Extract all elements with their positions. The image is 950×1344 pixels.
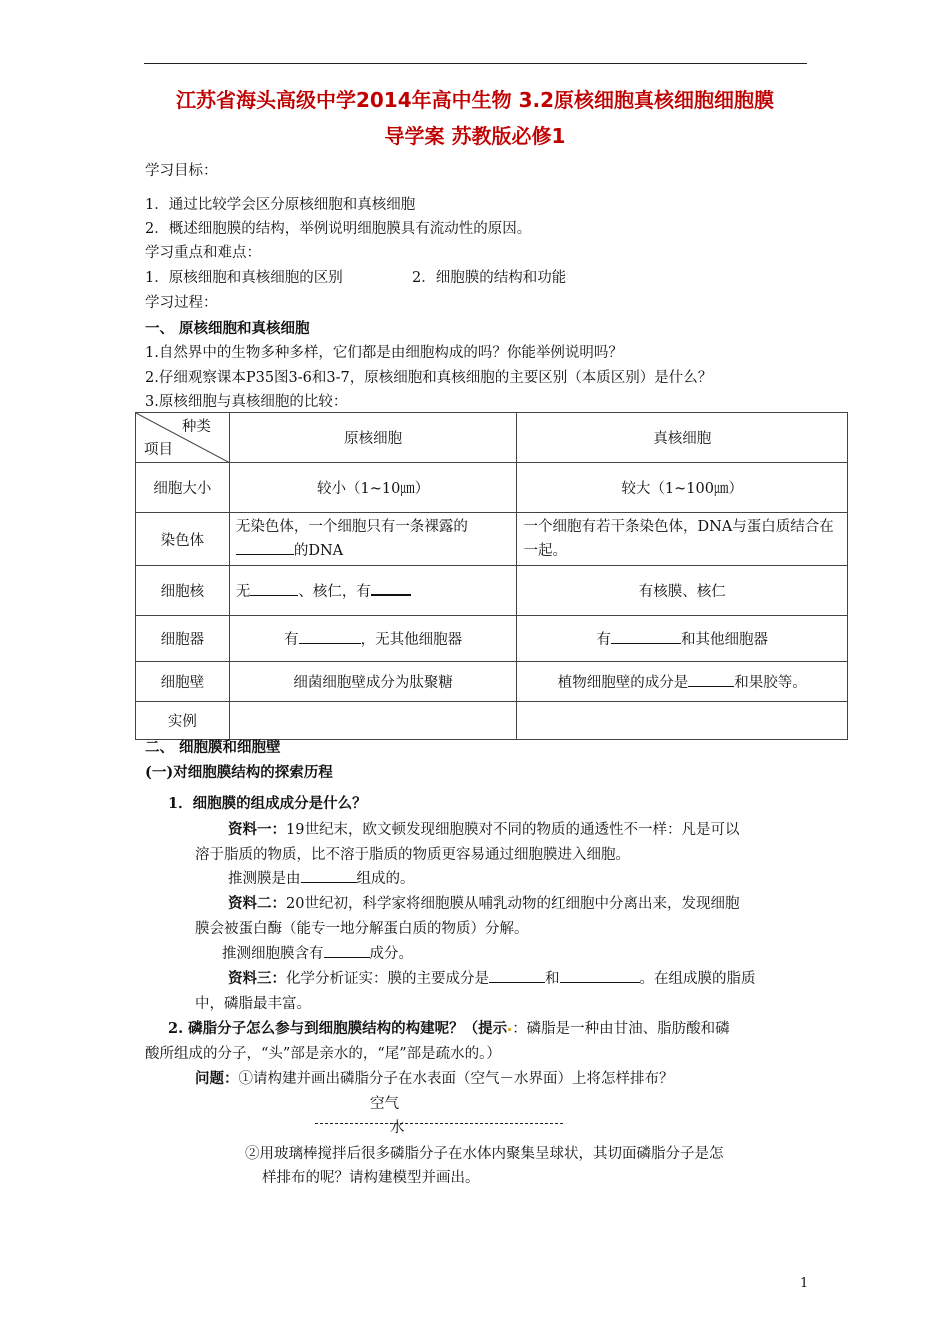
row-label: 细胞器 — [136, 616, 230, 662]
cell-prokaryote[interactable] — [229, 702, 517, 740]
cell-eukaryote — [517, 662, 848, 702]
corner-bottom-label: 项目 — [144, 442, 173, 458]
cell-prokaryote: 细菌细胞壁成分为肽聚糖 — [229, 662, 517, 702]
fill-blank[interactable] — [250, 581, 298, 596]
objective-item-1: 1．通过比较学会区分原核细胞和真核细胞 — [145, 197, 416, 213]
section2-subtitle: (一)对细胞膜结构的探索历程 — [145, 764, 333, 781]
cell-eukaryote[interactable] — [517, 702, 848, 740]
water-label: 水 — [390, 1120, 405, 1136]
material-3-text-b: 和 — [545, 971, 560, 987]
cell-eukaryote — [517, 616, 848, 662]
fill-blank[interactable] — [611, 629, 681, 644]
cell-prokaryote: 较小（1~10㎛） — [229, 463, 517, 513]
question-2-text-b: ：磷脂是一种由甘油、脂肪酸和磷 — [512, 1021, 730, 1037]
cell-prokaryote — [229, 513, 517, 566]
key-point-1: 1．原核细胞和真核细胞的区别 — [145, 270, 343, 286]
mark-dot-icon — [508, 1028, 511, 1031]
key-points-heading: 学习重点和难点： — [145, 245, 261, 261]
material-1-label: 资料一： — [228, 821, 286, 838]
cell-text-a: 有 — [596, 632, 611, 648]
question-2: 2.仔细观察课本P35图3-6和3-7，原核细胞和真核细胞的主要区别（本质区别）是什么？ — [145, 370, 713, 386]
inference-1 — [228, 867, 415, 888]
cell-text-b: 和果胶等。 — [734, 675, 807, 691]
inference-1-text-b: 组成的。 — [356, 871, 415, 887]
column-header-eukaryote: 真核细胞 — [517, 413, 848, 463]
fill-blank[interactable] — [371, 580, 411, 596]
inference-1-text-a: 推测膜是由 — [228, 871, 301, 887]
fill-blank[interactable] — [560, 968, 640, 983]
table-corner-cell — [136, 413, 230, 463]
problem-2-line2: 样排布的呢？请构建模型并画出。 — [262, 1170, 480, 1186]
problem-2-line1: ②用玻璃棒搅拌后很多磷脂分子在水体内聚集呈球状，其切面磷脂分子是怎 — [245, 1146, 724, 1162]
document-title-line1: 江苏省海头高级中学2014年高中生物 3.2原核细胞真核细胞细胞膜 — [175, 88, 775, 112]
key-point-2: 2．细胞膜的结构和功能 — [412, 270, 567, 286]
cell-text-b: ，无其他细胞器 — [360, 632, 463, 648]
cell-eukaryote: 较大（1~100㎛） — [517, 463, 848, 513]
material-1-text: 19世纪末，欧文顿发现细胞膜对不同的物质的通透性不一样：凡是可以 — [286, 822, 740, 838]
section2-title: 二、 细胞膜和细胞壁 — [145, 739, 281, 756]
section1-title: 一、 原核细胞和真核细胞 — [145, 320, 310, 337]
problem-1 — [195, 1067, 674, 1088]
fill-blank[interactable] — [236, 540, 294, 555]
table-row — [136, 463, 848, 513]
inference-2-text-b: 成分。 — [369, 946, 413, 962]
inference-2 — [222, 942, 413, 963]
process-heading: 学习过程： — [145, 295, 218, 311]
problem-1-text: ①请构建并画出磷脂分子在水表面（空气－水界面）上将怎样排布？ — [238, 1071, 674, 1087]
question-1: 1.自然界中的生物多种多样，它们都是由细胞构成的吗？你能举例说明吗？ — [145, 345, 623, 361]
material-3-label: 资料三： — [228, 970, 286, 987]
material-3-text-a: 化学分析证实：膜的主要成分是 — [286, 971, 489, 987]
row-label: 细胞核 — [136, 566, 230, 616]
material-2-line1 — [228, 892, 739, 913]
row-label: 细胞大小 — [136, 463, 230, 513]
fill-blank[interactable] — [324, 943, 370, 958]
cell-prokaryote — [229, 616, 517, 662]
problem-label: 问题： — [195, 1070, 239, 1087]
material-2-label: 资料二： — [228, 895, 286, 912]
material-1-line1 — [228, 818, 739, 839]
cell-text-b: 和其他细胞器 — [680, 632, 768, 648]
fill-blank[interactable] — [688, 672, 734, 687]
fill-blank[interactable] — [299, 629, 361, 644]
air-label: 空气 — [370, 1096, 399, 1112]
row-label: 细胞壁 — [136, 662, 230, 702]
cell-text-b: 的DNA — [293, 543, 344, 559]
objective-item-2: 2．概述细胞膜的结构，举例说明细胞膜具有流动性的原因。 — [145, 221, 532, 237]
row-label: 染色体 — [136, 513, 230, 566]
material-2-line2: 膜会被蛋白酶（能专一地分解蛋白质的物质）分解。 — [195, 921, 529, 937]
membrane-question-2 — [168, 1017, 730, 1038]
cell-text-a: 无 — [235, 584, 251, 600]
material-3-text-c: 。在组成膜的脂质 — [639, 971, 756, 987]
cell-text-a: 植物细胞壁的成分是 — [557, 675, 689, 691]
corner-top-label: 种类 — [181, 419, 211, 435]
table-row — [136, 566, 848, 616]
material-3-line1 — [228, 967, 756, 988]
cell-eukaryote: 一个细胞有若干条染色体，DNA与蛋白质结合在一起。 — [517, 513, 848, 566]
header-rule — [144, 63, 807, 64]
inference-2-text-a: 推测细胞膜含有 — [222, 946, 324, 962]
objectives-heading: 学习目标： — [145, 163, 218, 179]
table-row — [136, 662, 848, 702]
comparison-table — [135, 412, 848, 740]
table-row — [136, 513, 848, 566]
cell-text-a: 有 — [284, 632, 299, 648]
membrane-question-2-cont: 酸所组成的分子，“头”部是亲水的，“尾”部是疏水的。） — [145, 1046, 501, 1062]
table-row — [136, 702, 848, 740]
table-row — [136, 616, 848, 662]
page-number: 1 — [800, 1276, 809, 1291]
question-3: 3.原核细胞与真核细胞的比较： — [145, 394, 348, 410]
membrane-question-1: 1．细胞膜的组成成分是什么？ — [168, 795, 367, 812]
fill-blank[interactable] — [301, 868, 357, 883]
air-water-interface-line — [315, 1123, 563, 1124]
material-3-line2: 中，磷脂最丰富。 — [195, 996, 311, 1012]
cell-text-b: 、核仁，有 — [298, 584, 371, 600]
row-label: 实例 — [136, 702, 230, 740]
fill-blank[interactable] — [489, 968, 545, 983]
cell-prokaryote — [229, 566, 517, 616]
document-title-line2: 导学案 苏教版必修1 — [384, 124, 566, 148]
cell-text-a: 无染色体，一个细胞只有一条裸露的 — [235, 519, 468, 535]
material-2-text: 20世纪初，科学家将细胞膜从哺乳动物的红细胞中分离出来，发现细胞 — [286, 896, 740, 912]
material-1-line2: 溶于脂质的物质，比不溶于脂质的物质更容易通过细胞膜进入细胞。 — [195, 847, 630, 863]
cell-eukaryote: 有核膜、核仁 — [517, 566, 848, 616]
question-2-text-a: 2. 磷脂分子怎么参与到细胞膜结构的构建呢？（提示 — [168, 1020, 508, 1037]
column-header-prokaryote: 原核细胞 — [229, 413, 517, 463]
